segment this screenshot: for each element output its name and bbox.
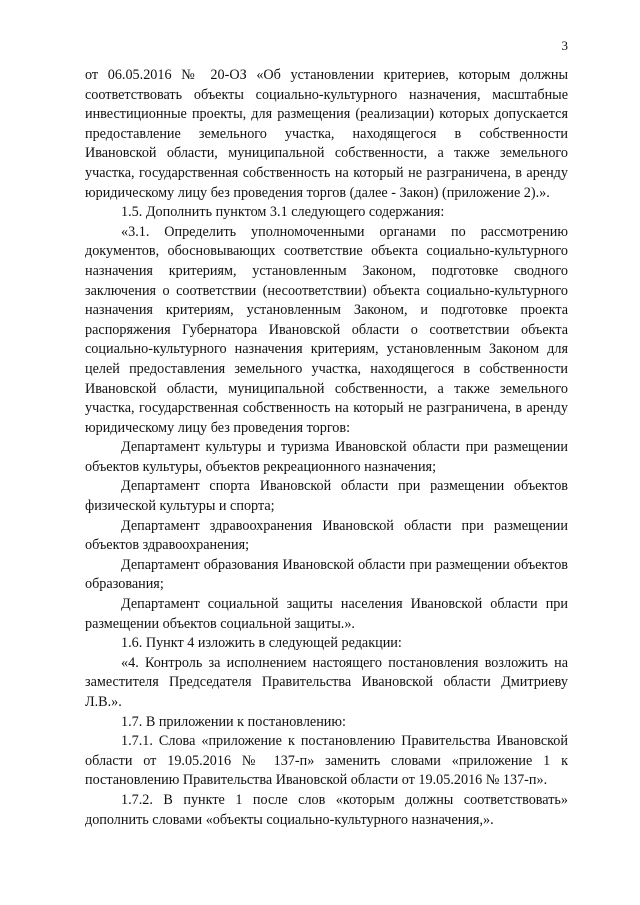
paragraph-item-1-7-1: 1.7.1. Слова «приложение к постановлению Правительства Ивановской области от 19.05.2016 № 137-п» заменить словами «приложение 1 к постановлению Правительства Ивановской области от 19.05.2016 № 137-п». [85,733,568,789]
paragraph-dept-social: Департамент социальной защиты населения Ивановской области при размещении объектов социальной защиты.». [85,596,568,632]
paragraph-dept-health: Департамент здравоохранения Ивановской области при размещении объектов здравоохранения; [85,517,568,554]
document-body [85,66,568,830]
paragraph-dept-culture: Департамент культуры и туризма Ивановской области при размещении объектов культуры, объектов рекреационного назначения; [85,439,568,475]
paragraph-item-3-1: «3.1. Определить уполномоченными органами по рассмотрению документов, обосновывающих соответствие объекта социально-культурного назначения критериям, установленным Законом, подготовке сводного заключения о соответствии (несоответствии) объекта социально-культурного назначения критериям, установленным Законом, и подготовке проекта распоряжения Губернатора Ивановской области о соответствии объекта социально-культурного назначения критериям, установленным Законом для целей предоставления земельного участка, находящегося в собственности Ивановской области, муниципальной собственности, а также земельного участка, государственная собственность на который не разграничена, в аренду юридическому лицу без проведения торгов: [85,223,568,436]
paragraph-item-4: «4. Контроль за исполнением настоящего постановления возложить на заместителя Председателя Правительства Ивановской области Дмитриеву Л.В.». [85,654,568,710]
paragraph-item-1-6: 1.6. Пункт 4 изложить в следующей редакции: [121,635,402,652]
page-number: 3 [561,38,568,53]
paragraph-item-1-7: 1.7. В приложении к постановлению: [121,713,346,730]
paragraph-item-1-5: 1.5. Дополнить пунктом 3.1 следующего содержания: [121,204,445,221]
paragraph-dept-education: Департамент образования Ивановской области при размещении объектов образования; [85,556,568,593]
paragraph-item-1-7-2: 1.7.2. В пункте 1 после слов «которым должны соответствовать» дополнить словами «объекты социально-культурного назначения,». [85,791,568,828]
paragraph-dept-sport: Департамент спорта Ивановской области при размещении объектов физической культуры и спорта; [85,478,568,515]
paragraph-law-reference: от 06.05.2016 № 20-ОЗ «Об установлении критериев, которым должны соответствовать объекты социально-культурного назначения, масштабные инвестиционные проекты, для размещения (реализации) которых допускается предоставление земельного участка, находящегося в собственности Ивановской области, муниципальной собственности, а также земельного участка, государственная собственность на который не разграничена, в аренду юридическому лицу без проведения торгов (далее - Закон) (приложение 2).». [85,67,568,201]
